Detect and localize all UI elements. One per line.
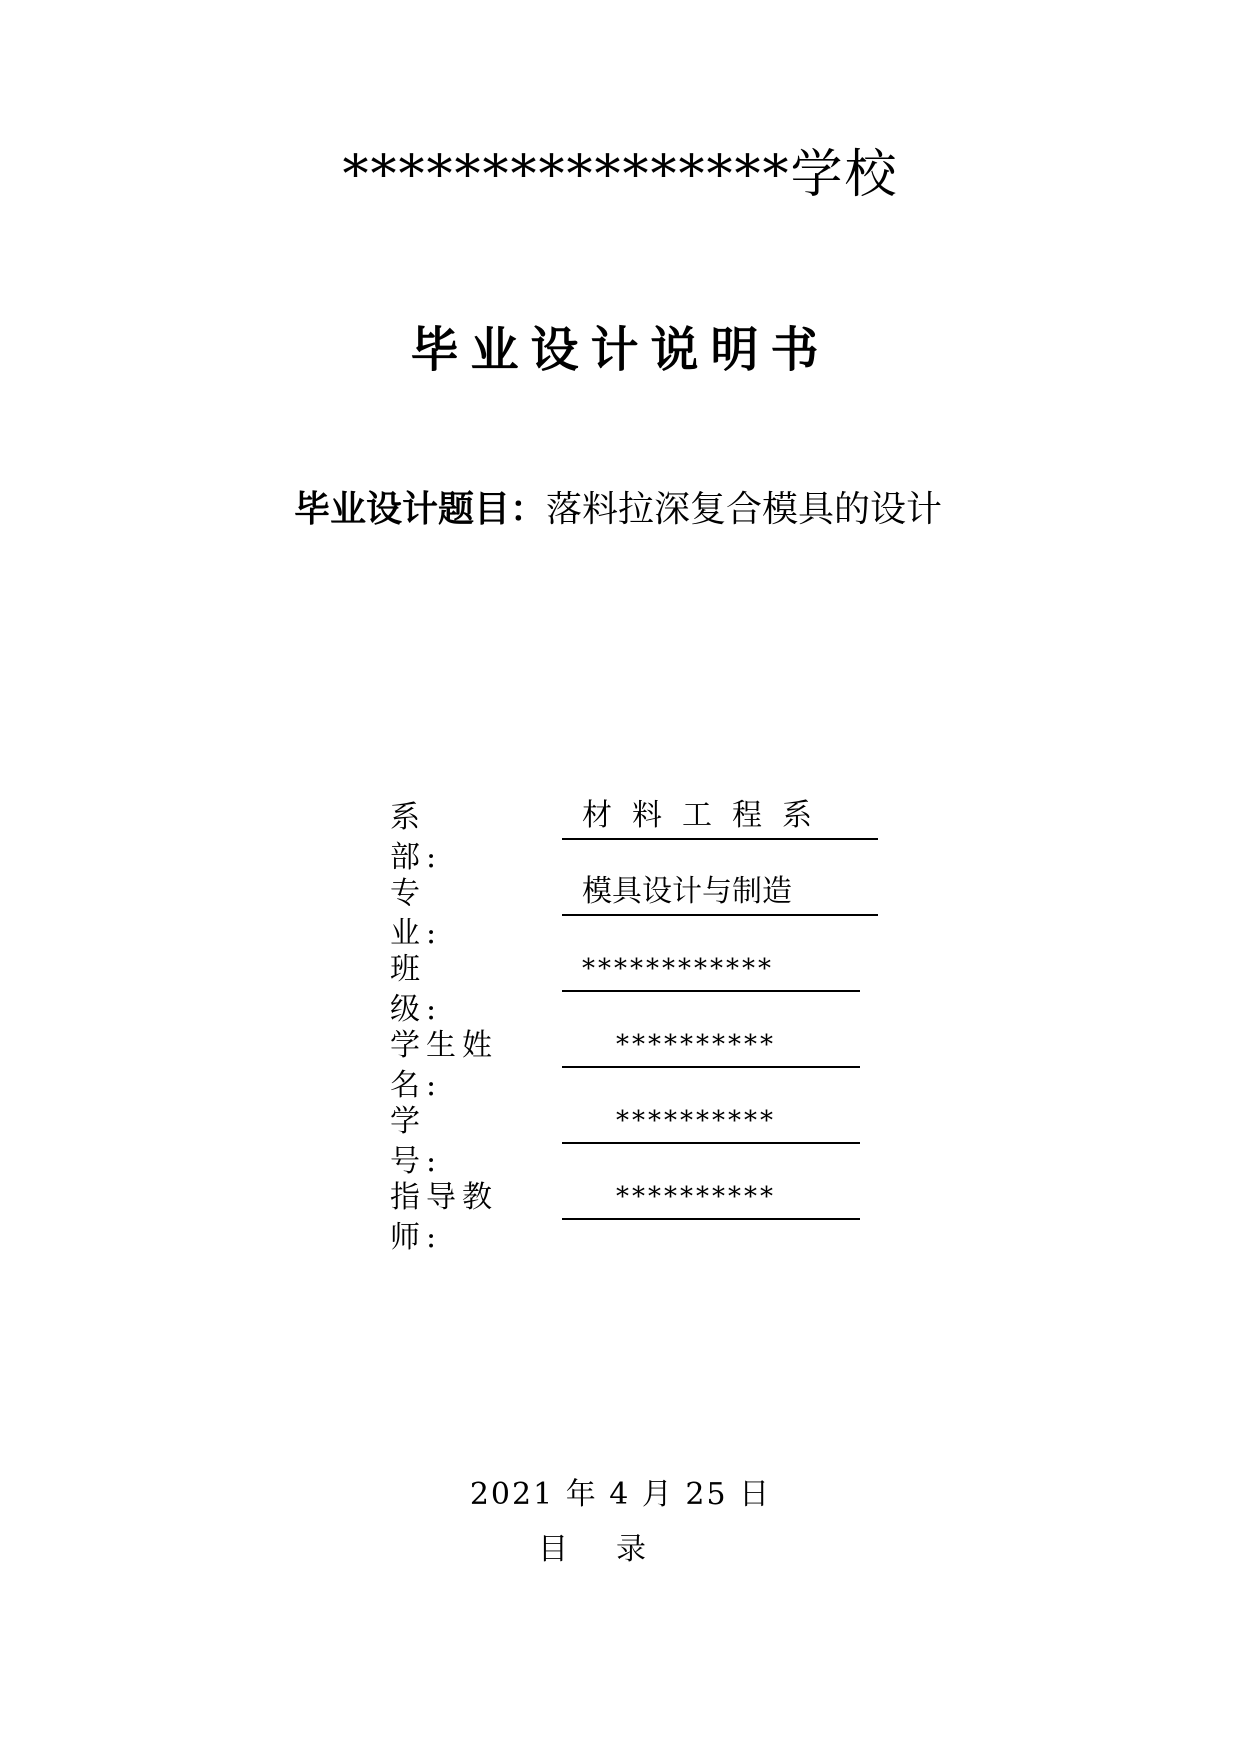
student-id-label: 学号: bbox=[390, 1104, 443, 1179]
student-info-form bbox=[390, 790, 910, 1255]
toc-char-1: 目 bbox=[538, 1532, 568, 1567]
major-field bbox=[562, 870, 878, 916]
student-name-label: 学生姓名: bbox=[390, 1028, 498, 1103]
student-id-row bbox=[390, 1094, 910, 1179]
thesis-topic bbox=[294, 484, 942, 535]
class-row bbox=[390, 942, 910, 1027]
toc-char-2: 录 bbox=[616, 1532, 646, 1567]
department-field bbox=[562, 794, 878, 840]
document-title: 毕业设计说明书 bbox=[410, 322, 831, 378]
class-label: 班级: bbox=[390, 952, 443, 1027]
major-row bbox=[390, 866, 910, 951]
advisor-label: 指导教师: bbox=[390, 1180, 498, 1255]
school-name: ****************学校 bbox=[342, 145, 899, 205]
department-label: 系部: bbox=[390, 800, 443, 875]
class-value: ************ bbox=[582, 954, 774, 984]
advisor-row bbox=[390, 1170, 910, 1255]
major-value: 模具设计与制造 bbox=[582, 874, 792, 909]
advisor-value: ********** bbox=[616, 1182, 776, 1212]
student-id-value: ********** bbox=[616, 1106, 776, 1136]
thesis-topic-value: 落料拉深复合模具的设计 bbox=[546, 489, 943, 530]
date: 2021 年 4 月 25 日 bbox=[469, 1477, 772, 1512]
advisor-field bbox=[562, 1174, 860, 1220]
class-field bbox=[562, 946, 860, 992]
toc-heading bbox=[538, 1530, 646, 1570]
student-name-row bbox=[390, 1018, 910, 1103]
department-value: 材料工程系 bbox=[582, 798, 832, 833]
thesis-topic-label: 毕业设计题目： bbox=[294, 488, 547, 530]
student-name-field bbox=[562, 1022, 860, 1068]
student-id-field bbox=[562, 1098, 860, 1144]
department-row bbox=[390, 790, 910, 875]
student-name-value: ********** bbox=[616, 1030, 776, 1060]
major-label: 专业: bbox=[390, 876, 443, 951]
